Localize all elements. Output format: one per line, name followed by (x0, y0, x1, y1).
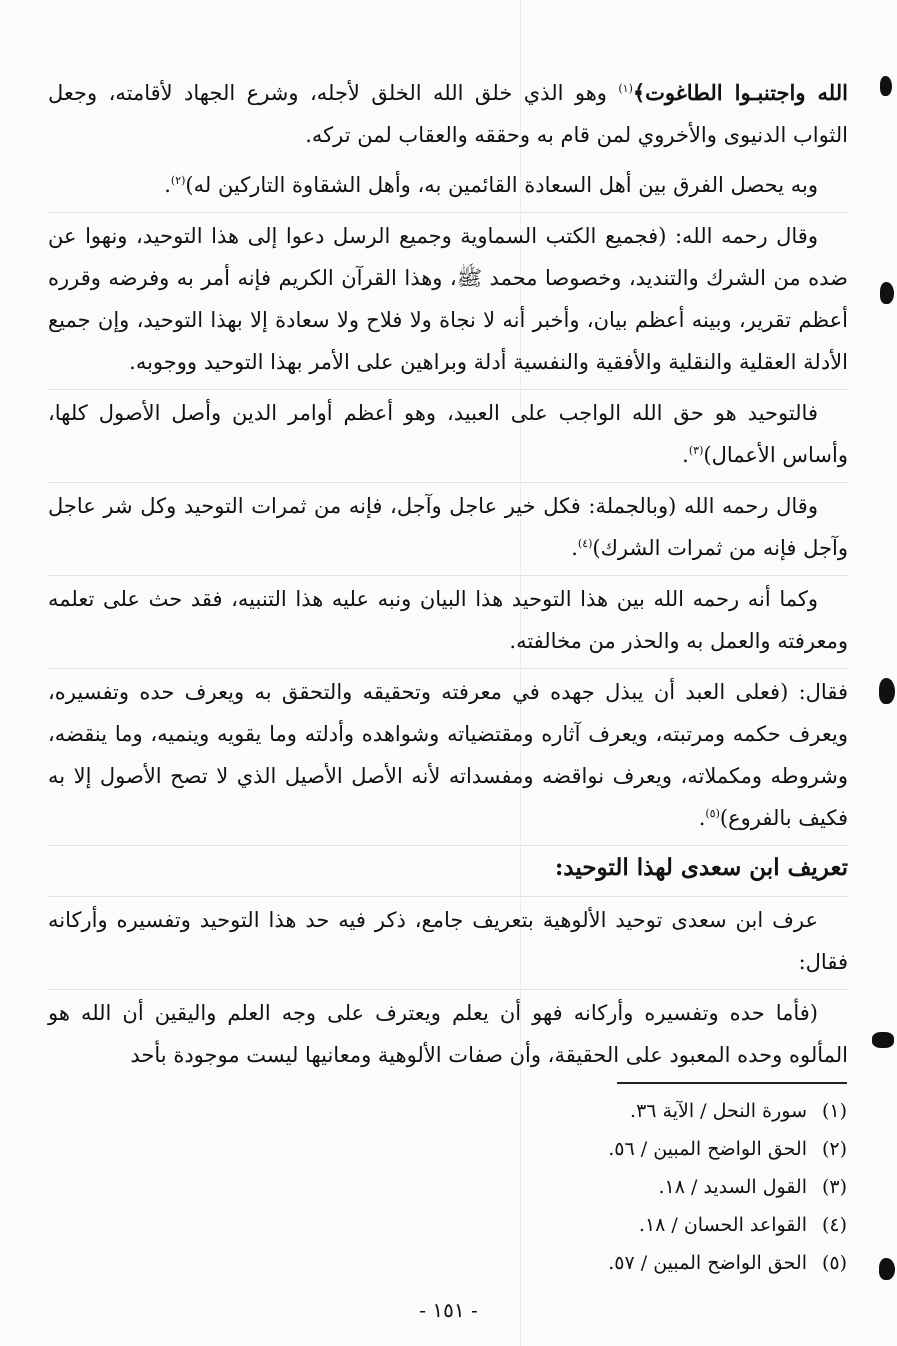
paragraph-5-tail: . (571, 536, 578, 560)
paragraph-8 (48, 896, 848, 983)
paragraph-2 (48, 162, 848, 206)
footnote-number: (١) (821, 1100, 847, 1122)
paragraph-6 (48, 575, 848, 662)
paragraph-5 (48, 482, 848, 569)
footnote-5 (247, 1244, 847, 1282)
footnote-ref-5[interactable]: (٥) (705, 807, 720, 820)
footnote-4 (247, 1206, 847, 1244)
footnote-text: الحق الواضح المبين / ٥٧. (608, 1252, 807, 1274)
binding-mark (880, 282, 894, 304)
page-number: - ١٥١ - (419, 1298, 478, 1322)
footnote-text: القواعد الحسان / ١٨. (638, 1214, 807, 1236)
quran-quote: الله واجتنبـوا الطاغوت﴾ (632, 80, 848, 105)
paragraph-6-text: وكما أنه رحمه الله بين هذا التوحيد هذا البيان ونبه عليه هذا التنبيه، فقد حث على تعلمه ومعرفته والعمل به والحذر من مخالفته. (48, 587, 848, 653)
footnote-3 (247, 1168, 847, 1206)
footnote-text: سورة النحل / الآية ٣٦. (630, 1100, 807, 1122)
footnote-ref-3[interactable]: (٣) (688, 444, 704, 457)
footnote-number: (٥) (821, 1252, 847, 1274)
footnote-ref-1[interactable]: (١) (618, 82, 633, 95)
footnote-number: (٢) (821, 1138, 847, 1160)
footnote-text: الحق الواضح المبين / ٥٦. (608, 1138, 807, 1160)
footnote-1 (247, 1092, 847, 1130)
footnote-text: القول السديد / ١٨. (658, 1176, 807, 1198)
binding-mark (872, 1032, 894, 1048)
footnote-2 (247, 1130, 847, 1168)
binding-mark (879, 678, 895, 704)
footnote-number: (٣) (821, 1176, 847, 1198)
binding-mark (880, 76, 892, 96)
paragraph-8-text: عرف ابن سعدى توحيد الألوهية بتعريف جامع، ذكر فيه حد هذا التوحيد وتفسيره وأركانه فقال: (48, 908, 848, 974)
paragraph-7-tail: . (698, 806, 706, 830)
footnote-number: (٤) (821, 1214, 847, 1236)
paragraph-3 (48, 212, 848, 383)
paragraph-9 (48, 989, 848, 1076)
paragraph-2-text: وبه يحصل الفرق بين أهل السعادة القائمين به، وأهل الشقاوة التاركين له) (185, 173, 818, 197)
paragraph-4-text: فالتوحيد هو حق الله الواجب على العبيد، وهو أعظم أوامر الدين وأصل الأصول كلها، وأساس الأعمال) (48, 401, 848, 467)
paragraph-7-text: فقال: (فعلى العبد أن يبذل جهده في معرفته وتحقيقه والتحقق به ويعرف حده وتفسيره، ويعرف حكمه ومرتبته، ويعرف آثاره ومقتضياته وشواهده وأدلته وما يقويه وينميه، وما ينقضه، وشروطه ومكملاته، ويعرف نواقضه ومفسداته لأنه الأصل الأصيل الذي لا تصح الأصول إلا به فكيف بالفروع) (48, 680, 848, 830)
section-heading: تعريف ابن سعدى لهذا التوحيد: (48, 845, 848, 890)
paragraph-1-text: وهو الذي خلق الله الخلق لأجله، وشرع الجهاد لأقامته، وجعل الثواب الدنيوى والأخروي لمن قام به وحققه والعقاب لمن تركه. (48, 81, 848, 147)
footnote-ref-2[interactable]: (٢) (170, 174, 186, 187)
paragraph-5-text: وقال رحمه الله (وبالجملة: فكل خير عاجل وآجل، فإنه من ثمرات التوحيد وكل شر عاجل وآجل فإنه من ثمرات الشرك) (48, 494, 848, 560)
paragraph-7 (48, 668, 848, 839)
paragraph-2-tail: . (164, 173, 171, 197)
footnote-ref-4[interactable]: (٤) (577, 537, 593, 550)
paragraph-4 (48, 389, 848, 476)
paragraph-4-tail: . (682, 443, 689, 467)
paragraph-1 (48, 70, 848, 156)
binding-mark (879, 1258, 895, 1280)
paragraph-3-text: وقال رحمه الله: (فجميع الكتب السماوية وجميع الرسل دعوا إلى هذا التوحيد، ونهوا عن ضده من الشرك والتنديد، وخصوصا محمد ﷺ، وهذا القرآن الكريم فإنه أمر به وفرضه وقرره أعظم تقرير، وبينه أعظم بيان، وأخبر أنه لا نجاة ولا فلاح ولا سعادة إلا بهذا التوحيد، وإن جميع الأدلة العقلية والنقلية والأفقية والنفسية أدلة وبراهين على الأمر بهذا التوحيد ووجوبه. (48, 224, 848, 374)
footnotes-list (247, 1092, 847, 1282)
footnote-separator (617, 1082, 847, 1084)
paragraph-9-text: (فأما حده وتفسيره وأركانه فهو أن يعلم ويعترف على وجه العلم واليقين أن الله هو المألوه وحده المعبود على الحقيقة، وأن صفات الألوهية ومعانيها ليست موجودة بأحد (48, 1001, 848, 1067)
